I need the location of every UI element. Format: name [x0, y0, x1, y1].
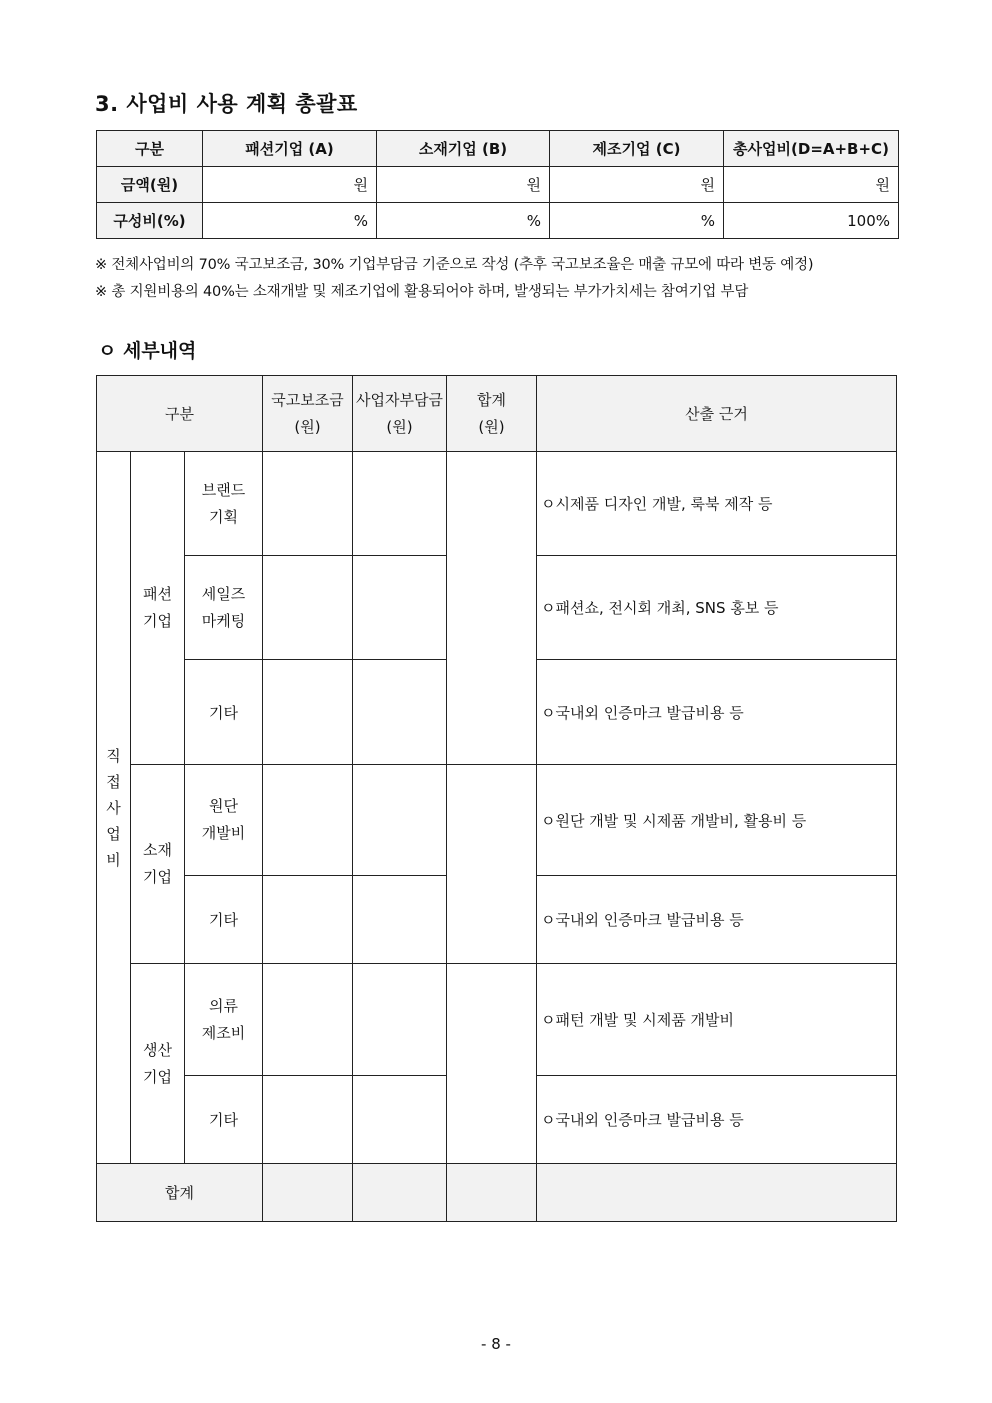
group-name-line: 소재: [143, 841, 172, 859]
detail-table: [96, 375, 897, 1222]
item-name-line: 기획: [209, 507, 238, 526]
note-2: ※ 총 지원비용의 40%는 소재개발 및 제조기업에 활용되어야 하며, 발생되는 부가가치세는 참여기업 부담: [95, 284, 749, 300]
subsidy-cell[interactable]: [263, 452, 353, 556]
basis-cell: ㅇ원단 개발 및 시제품 개발비, 활용비 등: [537, 765, 897, 876]
total-subsidy[interactable]: [263, 1164, 353, 1222]
self-burden-cell[interactable]: [353, 452, 447, 556]
amount-manufacture[interactable]: 원: [550, 167, 724, 203]
basis-cell: ㅇ패턴 개발 및 시제품 개발비: [537, 964, 897, 1076]
total-self-burden[interactable]: [353, 1164, 447, 1222]
subsidy-cell[interactable]: [263, 556, 353, 660]
header-basis: 산출 근거: [537, 376, 897, 452]
item-name: [185, 556, 263, 660]
basis-cell: ㅇ시제품 디자인 개발, 룩북 제작 등: [537, 452, 897, 556]
summary-header-material: 소재기업 (B): [377, 131, 550, 167]
header-self-line1: 사업자부담금: [356, 390, 443, 409]
item-name: 기타: [185, 1076, 263, 1164]
self-burden-cell[interactable]: [353, 556, 447, 660]
basis-cell: ㅇ국내외 인증마크 발급비용 등: [537, 1076, 897, 1164]
item-name-line: 마케팅: [201, 611, 246, 630]
summary-header-manufacture: 제조기업 (C): [550, 131, 724, 167]
detail-row: [97, 452, 897, 556]
detail-row: [97, 765, 897, 876]
item-name: [185, 452, 263, 556]
total-cell-material[interactable]: [447, 765, 537, 964]
summary-header-fashion: 패션기업 (A): [203, 131, 377, 167]
item-name-line: 세일즈: [201, 584, 246, 603]
total-sum[interactable]: [447, 1164, 537, 1222]
section-title: 3. 사업비 사용 계획 총괄표: [95, 92, 358, 116]
header-category: 구분: [97, 376, 263, 452]
ratio-manufacture[interactable]: %: [550, 203, 724, 239]
basis-cell: ㅇ국내외 인증마크 발급비용 등: [537, 660, 897, 765]
subsidy-cell[interactable]: [263, 765, 353, 876]
item-name-line: 제조비: [201, 1023, 246, 1042]
summary-ratio-row: [97, 203, 899, 239]
self-burden-cell[interactable]: [353, 876, 447, 964]
ratio-material[interactable]: %: [377, 203, 550, 239]
item-name: 기타: [185, 660, 263, 765]
basis-cell: ㅇ패션쇼, 전시회 개최, SNS 홍보 등: [537, 556, 897, 660]
item-name-line: 브랜드: [201, 480, 246, 499]
direct-char: 직: [106, 746, 121, 765]
ratio-total: 100%: [724, 203, 899, 239]
item-name-line: 원단: [209, 797, 238, 815]
group-name-line: 기업: [143, 868, 172, 886]
group-name-line: 패션: [143, 585, 172, 603]
ratio-fashion[interactable]: %: [203, 203, 377, 239]
ratio-label: 구성비(%): [97, 203, 203, 239]
item-name: 기타: [185, 876, 263, 964]
page-number: - 8 -: [481, 1335, 511, 1353]
header-subsidy: [263, 376, 353, 452]
self-burden-cell[interactable]: [353, 765, 447, 876]
detail-row: [97, 964, 897, 1076]
item-name-line: 의류: [209, 996, 238, 1015]
group-material: [131, 765, 185, 964]
direct-char: 업: [106, 824, 121, 843]
amount-total[interactable]: 원: [724, 167, 899, 203]
subsidy-cell[interactable]: [263, 876, 353, 964]
header-total-line2: (원): [478, 417, 505, 436]
group-name-line: 생산: [143, 1040, 172, 1059]
group-name-line: 기업: [143, 612, 172, 630]
basis-cell: ㅇ국내외 인증마크 발급비용 등: [537, 876, 897, 964]
direct-cost-label: [97, 452, 131, 1164]
note-1: ※ 전체사업비의 70% 국고보조금, 30% 기업부담금 기준으로 작성 (추후 국고보조율은 매출 규모에 따라 변동 예정): [95, 257, 814, 273]
self-burden-cell[interactable]: [353, 964, 447, 1076]
total-basis[interactable]: [537, 1164, 897, 1222]
amount-label: 금액(원): [97, 167, 203, 203]
header-self-burden: [353, 376, 447, 452]
summary-header-total: 총사업비(D=A+B+C): [724, 131, 899, 167]
amount-fashion[interactable]: 원: [203, 167, 377, 203]
header-subsidy-line1: 국고보조금: [271, 390, 344, 409]
summary-header-category: 구분: [97, 131, 203, 167]
header-total: [447, 376, 537, 452]
direct-char: 비: [106, 850, 121, 869]
direct-char: 접: [106, 772, 121, 791]
group-production: [131, 964, 185, 1164]
item-name: [185, 765, 263, 876]
summary-header-row: [97, 131, 899, 167]
summary-table: [96, 130, 899, 239]
header-total-line1: 합계: [477, 390, 507, 409]
amount-material[interactable]: 원: [377, 167, 550, 203]
group-name-line: 기업: [143, 1067, 172, 1086]
item-name-line: 개발비: [201, 824, 246, 842]
item-name: [185, 964, 263, 1076]
detail-title: ㅇ 세부내역: [98, 340, 197, 362]
group-fashion: [131, 452, 185, 765]
detail-header-row: [97, 376, 897, 452]
total-cell-production[interactable]: [447, 964, 537, 1164]
self-burden-cell[interactable]: [353, 660, 447, 765]
subsidy-cell[interactable]: [263, 964, 353, 1076]
header-self-line2: (원): [386, 417, 413, 436]
direct-char: 사: [106, 798, 121, 817]
summary-amount-row: [97, 167, 899, 203]
subsidy-cell[interactable]: [263, 1076, 353, 1164]
detail-total-row: [97, 1164, 897, 1222]
header-subsidy-line2: (원): [294, 417, 321, 436]
total-label: 합계: [97, 1164, 263, 1222]
total-cell-fashion[interactable]: [447, 452, 537, 765]
subsidy-cell[interactable]: [263, 660, 353, 765]
self-burden-cell[interactable]: [353, 1076, 447, 1164]
